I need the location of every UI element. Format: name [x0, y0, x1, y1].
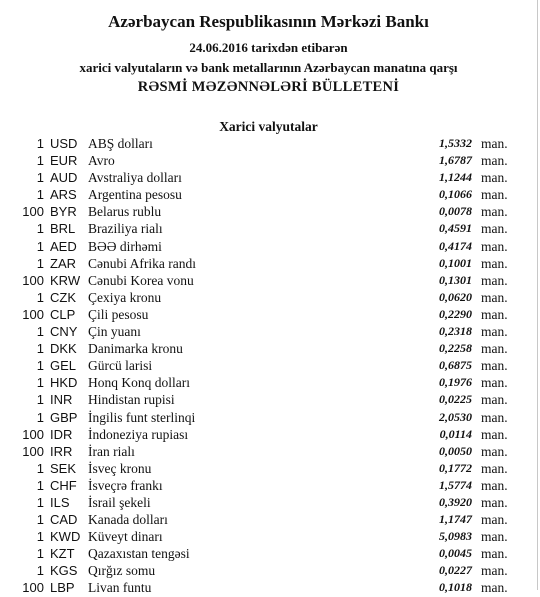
currency-code: GBP: [50, 409, 78, 425]
rates-table: [0, 135, 540, 597]
unit-label: man.: [481, 460, 508, 476]
table-row: [0, 494, 540, 511]
currency-code: DKK: [50, 341, 77, 357]
quantity-cell: 1: [36, 136, 44, 151]
quantity-cell: 1: [36, 460, 44, 476]
unit-label: man.: [481, 187, 508, 203]
table-row: [0, 255, 540, 272]
currency-name: Çin yuanı: [88, 324, 141, 340]
currency-name: Hindistan rupisi: [88, 392, 175, 408]
currency-code: KWD: [50, 529, 81, 545]
currency-code: CNY: [50, 324, 78, 340]
table-row: [0, 220, 540, 237]
table-row: [0, 238, 540, 255]
table-row: [0, 391, 540, 408]
table-row: [0, 323, 540, 340]
table-row: [0, 460, 540, 477]
bulletin-subtitle: xarici valyutaların və bank metallarının Azərbaycan manatına qarşı: [79, 60, 458, 75]
currency-name: Cənubi Afrika randı: [88, 255, 196, 271]
exchange-rate: 0,2318: [439, 324, 472, 339]
table-row: [0, 511, 540, 528]
exchange-rate: 0,1772: [439, 460, 472, 475]
currency-name: Çili pesosu: [88, 306, 149, 322]
currency-code: CZK: [50, 289, 76, 305]
unit-label: man.: [481, 546, 508, 562]
exchange-rate: 0,0050: [439, 443, 472, 458]
unit-label: man.: [481, 443, 508, 459]
quantity-cell: 1: [36, 392, 44, 408]
table-row: [0, 169, 540, 186]
quantity-cell: 1: [36, 255, 44, 271]
currency-name: Qazaxıstan tengəsi: [88, 546, 190, 562]
unit-label: man.: [481, 580, 508, 596]
currency-code: GEL: [50, 358, 77, 374]
unit-label: man.: [481, 272, 508, 288]
exchange-rate: 0,0620: [439, 289, 472, 304]
exchange-rate: 1,6787: [439, 153, 472, 168]
currency-code: KGS: [50, 563, 78, 579]
unit-label: man.: [481, 409, 508, 425]
quantity-cell: 100: [22, 272, 44, 288]
currency-code: KZT: [50, 546, 75, 562]
quantity-cell: 1: [36, 477, 44, 493]
exchange-rate: 1,5774: [439, 477, 472, 492]
unit-label: man.: [481, 255, 508, 271]
quantity-cell: 100: [22, 443, 44, 459]
currency-name: Danimarka kronu: [88, 341, 183, 357]
currency-name: Belarus rublu: [88, 204, 162, 220]
currency-name: Qırğız somu: [88, 563, 156, 579]
unit-label: man.: [481, 204, 508, 220]
currency-code: AED: [50, 238, 77, 254]
currency-code: CHF: [50, 477, 77, 493]
currency-name: İngilis funt sterlinqi: [88, 409, 196, 425]
quantity-cell: 1: [36, 187, 44, 203]
bank-title: Azərbaycan Respublikasının Mərkəzi Bankı: [108, 12, 429, 31]
currency-code: ZAR: [50, 255, 76, 271]
exchange-rate: 1,1747: [439, 512, 472, 527]
currency-code: CLP: [50, 306, 76, 322]
exchange-rate: 0,0045: [439, 546, 472, 561]
currency-code: IRR: [50, 443, 73, 459]
quantity-cell: 100: [22, 426, 44, 442]
currency-code: USD: [50, 136, 78, 151]
table-row: [0, 528, 540, 545]
currency-name: Argentina pesosu: [88, 187, 182, 203]
exchange-rate: 0,2290: [439, 306, 472, 321]
table-row: [0, 443, 540, 460]
currency-code: KRW: [50, 272, 81, 288]
currency-name: Livan funtu: [88, 580, 152, 596]
quantity-cell: 1: [36, 221, 44, 237]
currency-name: Küveyt dinarı: [88, 529, 163, 545]
exchange-rate: 0,0114: [439, 426, 472, 441]
currency-name: ABŞ dolları: [88, 136, 153, 151]
table-row: [0, 203, 540, 220]
quantity-cell: 1: [36, 546, 44, 562]
quantity-cell: 1: [36, 409, 44, 425]
exchange-rate: 1,5332: [439, 136, 472, 150]
currency-name: Kanada dolları: [88, 512, 168, 528]
currency-code: CAD: [50, 512, 78, 528]
exchange-rate: 0,4174: [439, 238, 472, 253]
quantity-cell: 1: [36, 358, 44, 374]
exchange-rate: 2,0530: [439, 409, 472, 424]
exchange-rate: 0,1976: [439, 375, 472, 390]
currency-code: SEK: [50, 460, 77, 476]
unit-label: man.: [481, 426, 508, 442]
table-row: [0, 186, 540, 203]
exchange-rate: 0,0227: [439, 563, 472, 578]
currency-name: Avstraliya dolları: [88, 170, 182, 186]
unit-label: man.: [481, 392, 508, 408]
unit-label: man.: [481, 341, 508, 357]
table-row: [0, 340, 540, 357]
exchange-rate: 5,0983: [439, 529, 472, 544]
currency-code: BYR: [50, 204, 77, 220]
table-row: [0, 562, 540, 579]
currency-code: ARS: [50, 187, 77, 203]
currency-name: İndoneziya rupiası: [88, 426, 189, 442]
exchange-rate: 0,4591: [439, 221, 472, 236]
unit-label: man.: [481, 477, 508, 493]
quantity-cell: 1: [36, 375, 44, 391]
exchange-rate: 0,1301: [439, 272, 472, 287]
unit-label: man.: [481, 238, 508, 254]
currency-code: AUD: [50, 170, 78, 186]
table-row: [0, 409, 540, 426]
exchange-rate: 0,1018: [439, 580, 472, 595]
quantity-cell: 1: [36, 170, 44, 186]
quantity-cell: 1: [36, 529, 44, 545]
table-row: [0, 579, 540, 596]
currency-name: Braziliya rialı: [88, 221, 163, 237]
bulletin-title: RƏSMİ MƏZƏNNƏLƏRİ BÜLLETENİ: [137, 79, 400, 95]
quantity-cell: 1: [36, 494, 44, 510]
table-row: [0, 306, 540, 323]
currency-name: Avro: [88, 153, 115, 169]
quantity-cell: 100: [22, 204, 44, 220]
currency-code: ILS: [50, 494, 70, 510]
unit-label: man.: [481, 136, 508, 151]
table-row: [0, 289, 540, 306]
currency-name: BƏƏ dirhəmi: [88, 238, 162, 254]
currency-name: Çexiya kronu: [88, 289, 162, 305]
exchange-rate: 0,3920: [439, 494, 472, 509]
quantity-cell: 100: [22, 580, 44, 596]
currency-code: LBP: [50, 580, 75, 596]
table-row: [0, 272, 540, 289]
currency-name: İsveçrə frankı: [88, 477, 163, 493]
table-row: [0, 135, 540, 152]
table-row: [0, 152, 540, 169]
quantity-cell: 1: [36, 324, 44, 340]
unit-label: man.: [481, 358, 508, 374]
quantity-cell: 1: [36, 341, 44, 357]
section-title: Xarici valyutalar: [219, 119, 318, 134]
quantity-cell: 100: [22, 306, 44, 322]
effective-date: 24.06.2016 tarixdən etibarən: [189, 40, 348, 55]
unit-label: man.: [481, 494, 508, 510]
unit-label: man.: [481, 306, 508, 322]
currency-code: IDR: [50, 426, 73, 442]
exchange-rate: 0,2258: [439, 341, 472, 356]
quantity-cell: 1: [36, 289, 44, 305]
unit-label: man.: [481, 563, 508, 579]
currency-code: EUR: [50, 153, 78, 169]
quantity-cell: 1: [36, 153, 44, 169]
currency-code: INR: [50, 392, 73, 408]
exchange-rate: 0,6875: [439, 358, 472, 373]
currency-name: İsveç kronu: [88, 460, 152, 476]
exchange-rate: 0,1066: [439, 187, 472, 202]
unit-label: man.: [481, 375, 508, 391]
currency-name: İran rialı: [88, 443, 135, 459]
quantity-cell: 1: [36, 238, 44, 254]
table-row: [0, 374, 540, 391]
quantity-cell: 1: [36, 563, 44, 579]
table-row: [0, 477, 540, 494]
exchange-rate: 1,1244: [439, 170, 472, 185]
unit-label: man.: [481, 289, 508, 305]
exchange-rate: 0,1001: [439, 255, 472, 270]
currency-name: Honq Konq dolları: [88, 375, 190, 391]
exchange-rate: 0,0225: [439, 392, 472, 407]
table-row: [0, 545, 540, 562]
unit-label: man.: [481, 512, 508, 528]
currency-name: Gürcü larisi: [88, 358, 153, 374]
unit-label: man.: [481, 324, 508, 340]
unit-label: man.: [481, 221, 508, 237]
table-row: [0, 426, 540, 443]
quantity-cell: 1: [36, 512, 44, 528]
unit-label: man.: [481, 170, 508, 186]
unit-label: man.: [481, 529, 508, 545]
table-row: [0, 357, 540, 374]
currency-code: BRL: [50, 221, 76, 237]
currency-name: İsrail şekeli: [88, 494, 151, 510]
exchange-rate: 0,0078: [439, 204, 472, 219]
currency-name: Cənubi Korea vonu: [88, 272, 194, 288]
currency-code: HKD: [50, 375, 78, 391]
unit-label: man.: [481, 153, 508, 169]
